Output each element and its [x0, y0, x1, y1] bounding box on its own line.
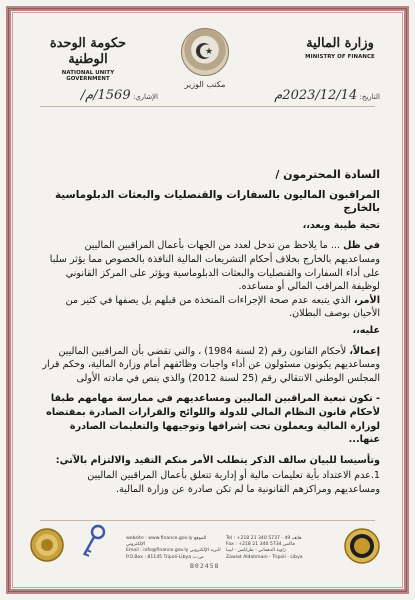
- ministry-header: [300, 36, 380, 60]
- tel-value: +218 21 340 5737 - 49: [236, 536, 291, 541]
- ministry-name-ar: وزارة المالية: [306, 36, 374, 51]
- paragraph-7: 1.عدم الاعتداد بأية تعليمات مالية أو إدارية تتعلق بأعمال المراقبين الماليين ومساعديهم ومراكزهم القانونية ما لم تكن صادرة عن وزارة المالية.: [87, 470, 380, 495]
- header-divider: [40, 106, 375, 107]
- website-label-ar: الموقع الإلكتروني: [126, 536, 207, 548]
- tel-label-ar: هاتف: [291, 536, 302, 541]
- government-header: [40, 36, 136, 82]
- fax-label-ar: فاكس: [283, 542, 295, 548]
- ministry-seal-icon: [344, 528, 380, 564]
- salutation: السادة المحترمون /: [275, 168, 380, 181]
- gold-seal-icon: [30, 528, 64, 562]
- date-field: [250, 88, 380, 103]
- paragraph-2: [40, 294, 380, 321]
- website-label: website: [126, 536, 144, 541]
- document-serial: B02458: [190, 562, 220, 570]
- date-value: 2023/12/14م: [274, 88, 358, 103]
- fax-value: +218 21 340 5734: [238, 542, 282, 548]
- date-label: التاريخ:: [359, 93, 380, 101]
- pobox-label-ar: ص.ب: [192, 554, 204, 560]
- crescent-star-icon: [190, 37, 218, 65]
- paragraph-2-text: الذي يتبعه عدم صحة الإجراءات المتخذة من قبلهم بل يصفها في كثير من الأحيان بوصف البطلان.: [65, 294, 380, 320]
- recipients: المراقبون الماليون بالسفارات والقنصليات والبعثات الدبلوماسية بالخارج: [54, 188, 380, 215]
- paragraph-5: - تكون تبعية المراقبين الماليين ومساعديهم في ممارسة مهامهم طبقا لأحكام قانون النظام المالي للدولة واللوائح والقرارات الصادرة بمقتضاه لوزارة المالية ويعملون تحت إشرافها وتوجيهها والتعليمات الصادرة عنها...: [46, 393, 380, 446]
- paragraph-1-text: ... ما يلاحظ من تدخل لعدد من الجهات بأعمال المراقبين الماليين ومساعديهم بالخارج بخلاف أحكام التشريعات المالية النافذة بالخصوص مما يؤثر سلبا على أداء السفارات والقنصليات والبعثات الدبلوماسية ويؤثر على المركز القانوني لوظيفة المراقب المالي أو مساعده.: [49, 240, 380, 293]
- paragraph-4: [40, 345, 380, 386]
- email-label: Email: [126, 548, 139, 554]
- paragraph-6: وتأسيسا للبيان سالف الذكر يتطلب الأمر منكم التقيد والالتزام بالآتي:: [55, 454, 380, 466]
- index-label: الإشاري:: [132, 93, 158, 101]
- index-value: 1569/م/: [80, 88, 131, 103]
- pobox-label: P.O.Box: [126, 554, 143, 560]
- index-field: [40, 88, 158, 103]
- website-value[interactable]: www.finance.gov.ly: [148, 536, 193, 541]
- tel-label: Tel: [226, 536, 233, 541]
- minister-office-label: مكتب الوزير: [184, 80, 226, 89]
- fax-label: Fax: [226, 542, 234, 548]
- footer-divider: [40, 520, 375, 521]
- paragraph-4-text: لأحكام القانون رقم (2 لسنة 1984) ، والتي تقضي بأن المراقبين الماليين ومساعديهم يكونون مسئولون عن أداء واجبات وظائفهم أمام وزارة المالية، وحكم قرار المجلس الوطني الانتقالي رقم (25 لسنة 2012) والذي ينص في مادته الأولى: [42, 345, 380, 384]
- paragraph-1: [40, 239, 380, 293]
- email-value[interactable]: info@finance.gov.ly: [143, 548, 189, 554]
- address-ar: زاوية الدهماني - طرابلس - ليبيا: [226, 548, 286, 554]
- address-en: Zawiat Aldahmani - Tripoli - Libya: [226, 554, 303, 560]
- paragraph-1-lead: في ظل: [343, 240, 380, 252]
- pobox-value: 81145 Tripoli-Libya: [147, 554, 192, 560]
- paragraph-4-lead: إعمالاً،: [349, 345, 380, 357]
- government-name-en: NATIONAL UNITY GOVERNMENT: [61, 70, 115, 82]
- paragraph-2-lead: الأمر،: [354, 294, 380, 306]
- email-label-ar: البريد الإلكتروني: [189, 548, 221, 554]
- paragraph-3: عليه،،: [352, 324, 380, 336]
- contact-right: Tel : +218 21 340 5737 - 49 هاتف Fax : +218 21 340 5734 فاكس زاوية الدهماني - طرابلس - ليبيا Zawiat Aldahmani - Tripoli - Libya: [226, 536, 336, 561]
- letter-body: [40, 168, 380, 496]
- government-name-ar: حكومة الوحدة الوطنية: [49, 36, 127, 67]
- contact-left: website : www.finance.gov.ly الموقع الإلكتروني Email : info@finance.gov.ly البريد الإلكتروني P.O.Box : 81145 Tripoli-Libya ص.ب: [126, 536, 221, 560]
- ministry-name-en: MINISTRY OF FINANCE: [305, 54, 375, 60]
- greeting: تحية طيبة وبعد،،: [302, 219, 380, 231]
- key-logo-icon: [80, 524, 106, 560]
